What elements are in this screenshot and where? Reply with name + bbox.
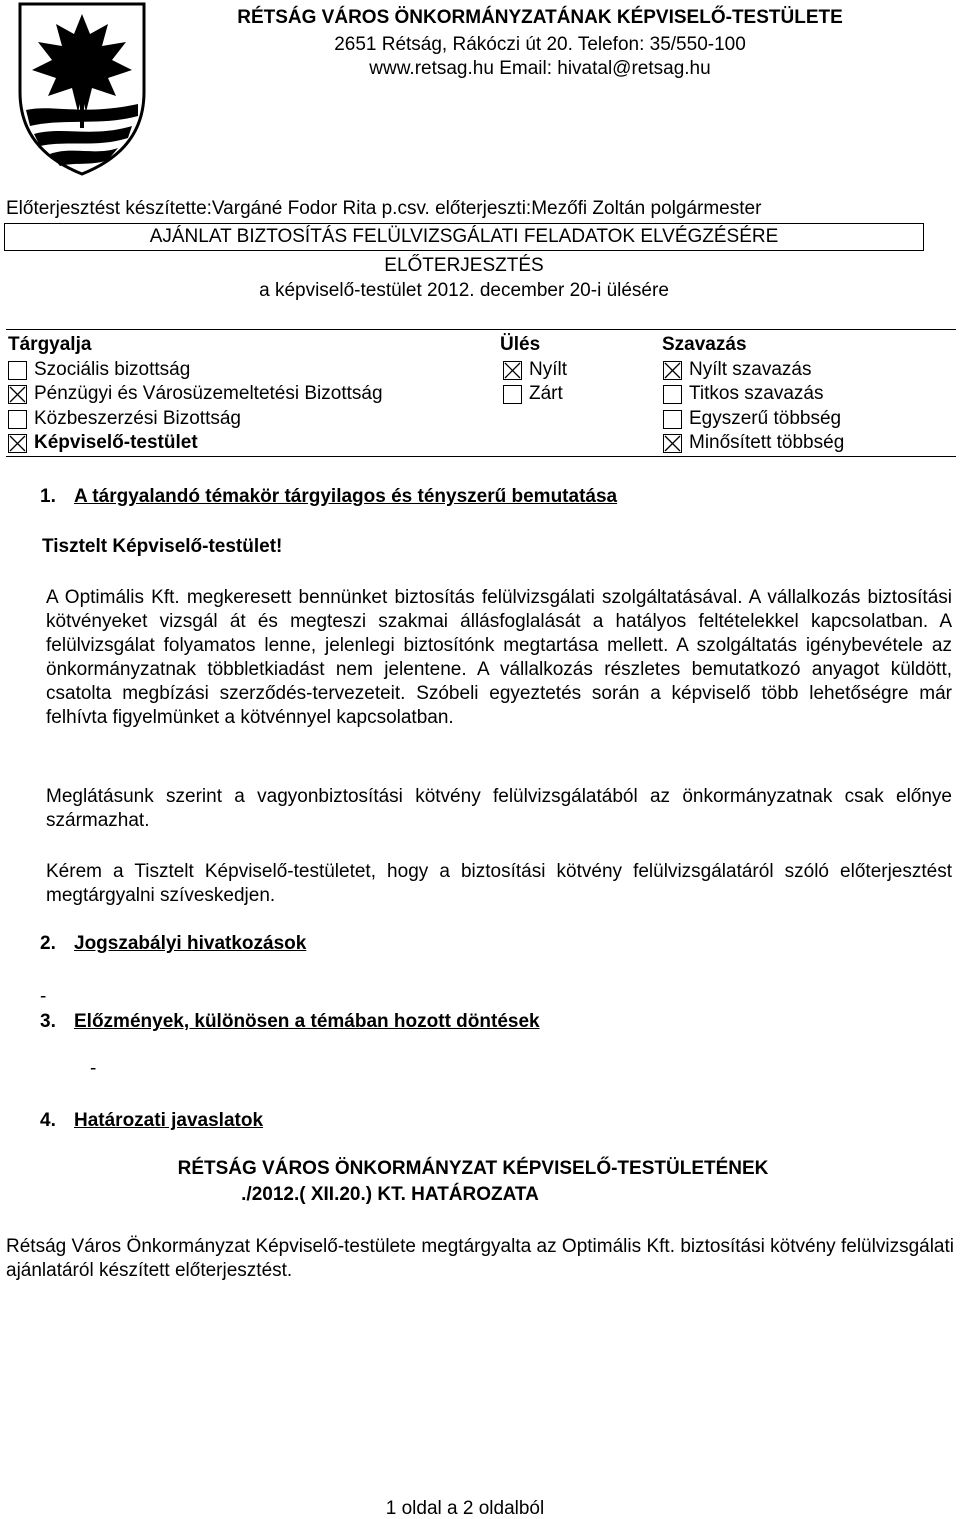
prepared-by: Előterjesztést készítette:Vargáné Fodor Rita p.csv. előterjeszti:Mezőfi Zoltán polgármester <box>6 198 762 219</box>
resolution-text: Rétság Város Önkormányzat Képviselő-testülete megtárgyalta az Optimális Kft. biztosítási kötvény felülvizsgálati ajánlatáról készített előterjesztést. <box>6 1236 954 1281</box>
szavazas-label: Titkos szavazás <box>689 383 824 404</box>
szavazas-row[interactable] <box>663 431 844 455</box>
col-header-ules: Ülés <box>500 334 541 355</box>
table-bottom-rule <box>6 456 956 457</box>
szavazas-label: Egyszerű többség <box>689 408 842 429</box>
checkbox-checked[interactable] <box>663 361 682 380</box>
targy-row[interactable] <box>8 382 383 406</box>
title-box: AJÁNLAT BIZTOSÍTÁS FELÜLVIZSGÁLATI FELADATOK ELVÉGZÉSÉRE <box>4 223 924 251</box>
szavazas-row[interactable] <box>663 407 841 431</box>
ules-row[interactable] <box>503 358 567 382</box>
targy-label: Pénzügyi és Városüzemeltetési Bizottság <box>34 383 383 404</box>
szavazas-label: Minősített többség <box>689 432 845 453</box>
checkbox[interactable] <box>663 385 682 404</box>
targy-row[interactable] <box>8 358 190 382</box>
checkbox[interactable] <box>503 385 522 404</box>
checkbox-checked[interactable] <box>503 361 522 380</box>
section-3-heading: 3. Előzmények, különösen a témában hozott döntések <box>40 1011 540 1032</box>
checkbox-checked[interactable] <box>8 434 27 453</box>
body-paragraph-1: A Optimális Kft. megkeresett bennünket biztosítás felülvizsgálati szolgáltatásával. A vállalkozás biztosítási kötvényeket vizsgál át és megteszi szakmai állásfoglalását a hatályos feltételekkel kapcsolatban. A felülvizsgálat folyamatos lenne, jelenlegi biztosítónk megtartása mellett. A szolgáltatás igénybevétele az önkormányzatnak többletkiadást nem jelentene. A vállalkozás részletes bemutatkozó anyagot küldött, csatolta megbízási szerződés-tervezeteit. Szóbeli egyeztetés során a képviselő több lehetőségre már felhívta figyelmünket a kötvénnyel kapcsolatban. <box>46 587 952 728</box>
section-1-heading: 1. A tárgyalandó témakör tárgyilagos és tényszerű bemutatása <box>40 486 618 507</box>
szavazas-row[interactable] <box>663 358 811 382</box>
resolution-number: ./2012.( XII.20.) KT. HATÁROZATA <box>241 1184 539 1205</box>
targy-label: Közbeszerzési Bizottság <box>34 408 241 429</box>
checkbox-checked[interactable] <box>8 385 27 404</box>
ules-row[interactable] <box>503 382 563 406</box>
dash-placeholder: - <box>40 986 47 1007</box>
body-paragraph-3: Kérem a Tisztelt Képviselő-testületet, hogy a biztosítási kötvény felülvizsgálatáról szóló előterjesztést megtárgyalni szíveskedjen. <box>46 861 952 906</box>
org-address: 2651 Rétság, Rákóczi út 20. Telefon: 35/550-100 <box>334 34 746 55</box>
doc-subtitle: ELŐTERJESZTÉS <box>384 255 544 276</box>
page-footer: 1 oldal a 2 oldalból <box>385 1498 545 1519</box>
city-coat-of-arms-icon <box>12 0 152 176</box>
szavazas-row[interactable] <box>663 382 823 406</box>
col-header-szavazas: Szavazás <box>662 334 747 355</box>
section-2-heading: 2. Jogszabályi hivatkozások <box>40 933 307 954</box>
org-name: RÉTSÁG VÁROS ÖNKORMÁNYZATÁNAK KÉPVISELŐ-TESTÜLETE <box>237 7 843 28</box>
table-top-rule <box>6 329 956 330</box>
checkbox-checked[interactable] <box>663 434 682 453</box>
salutation: Tisztelt Képviselő-testület! <box>42 536 283 557</box>
body-paragraph-2: Meglátásunk szerint a vagyonbiztosítási kötvény felülvizsgálatából az önkormányzatnak csak előnye származhat. <box>46 786 952 831</box>
col-header-targy: Tárgyalja <box>8 334 92 355</box>
targy-row[interactable] <box>8 407 241 431</box>
ules-label: Zárt <box>529 383 563 404</box>
org-web-email: www.retsag.hu Email: hivatal@retsag.hu <box>369 58 711 79</box>
checkbox[interactable] <box>8 361 27 380</box>
targy-label: Képviselő-testület <box>34 432 198 453</box>
checkbox[interactable] <box>8 410 27 429</box>
section-4-heading: 4. Határozati javaslatok <box>40 1110 264 1131</box>
targy-row[interactable] <box>8 431 198 455</box>
meeting-line: a képviselő-testület 2012. december 20-i ülésére <box>259 280 669 301</box>
targy-label: Szociális bizottság <box>34 359 191 380</box>
dash-placeholder: - <box>90 1058 97 1079</box>
checkbox[interactable] <box>663 410 682 429</box>
resolution-title: RÉTSÁG VÁROS ÖNKORMÁNYZAT KÉPVISELŐ-TESTÜLETÉNEK <box>177 1158 769 1179</box>
szavazas-label: Nyílt szavazás <box>689 359 812 380</box>
ules-label: Nyílt <box>529 359 567 380</box>
